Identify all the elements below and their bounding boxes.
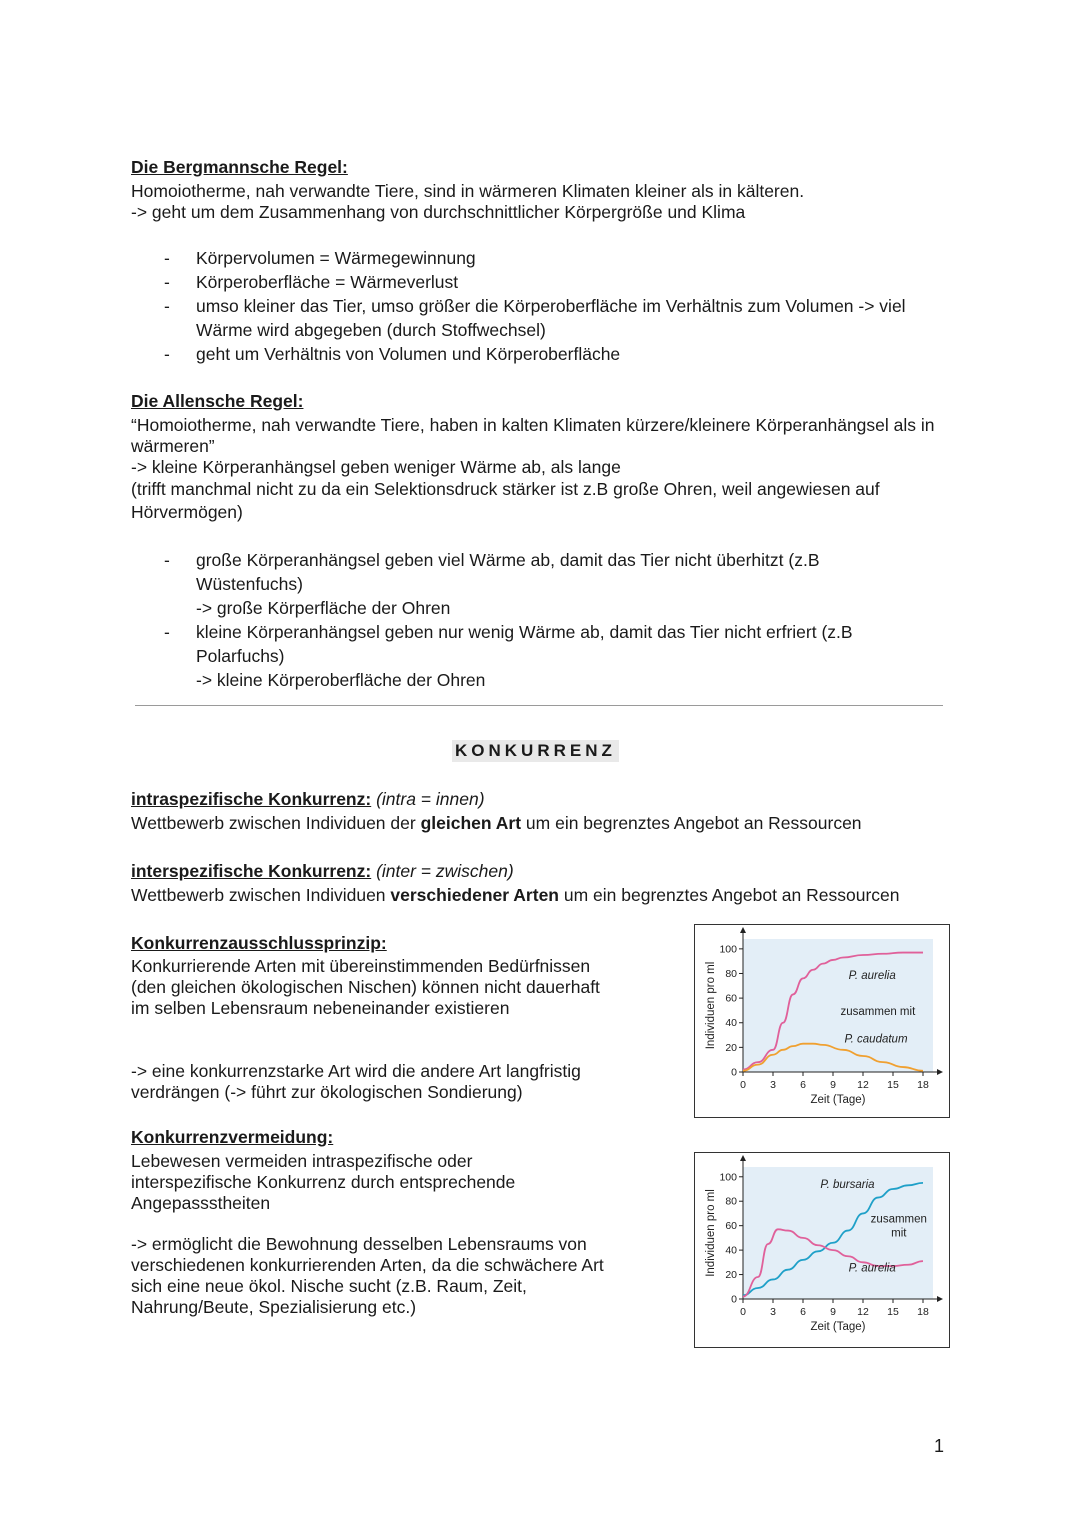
list-item-text: kleine Körperanhängsel geben nur wenig Wärme ab, damit das Tier nicht erfriert (z.B Polarfuchs) [196, 622, 853, 666]
x-tick-label: 12 [857, 1306, 869, 1318]
intra-text-post: um ein begrenztes Angebot an Ressourcen [521, 813, 862, 833]
allen-line-2: (trifft manchmal nicht zu da ein Selektionsdruck stärker ist z.B große Ohren, weil angewiesen auf Hörvermögen) [131, 479, 880, 522]
intra-note: (intra = innen) [376, 789, 485, 809]
y-tick-label: 40 [725, 1017, 737, 1030]
x-tick-label: 0 [740, 1079, 746, 1091]
chart-annotation: P. aurelia [848, 1262, 896, 1275]
list-item: - umso kleiner das Tier, umso größer die Körperoberfläche im Verhältnis zum Volumen -> viel Wärme wird abgegeben (durch Stoffwechsel) [131, 294, 946, 342]
x-tick-label: 18 [917, 1306, 929, 1318]
bergmann-line-1: Homoiotherme, nah verwandte Tiere, sind in wärmeren Klimaten kleiner als in kälteren. [131, 181, 805, 201]
y-axis-label: Individuen pro ml [705, 1189, 717, 1277]
chart-annotation: P. bursaria [820, 1179, 875, 1192]
list-item [131, 620, 901, 692]
allen-quote: “Homoiotherme, nah verwandte Tiere, haben in kalten Klimaten kürzere/kleinere Körperanhängsel als in wärmeren” [131, 415, 935, 456]
x-tick-label: 6 [800, 1306, 806, 1318]
x-axis-arrow [937, 1296, 943, 1302]
y-axis-arrow [740, 927, 746, 933]
y-tick-label: 80 [725, 967, 737, 980]
inter-text-bold: verschiedener Arten [390, 885, 559, 905]
inter-text-post: um ein begrenztes Angebot an Ressourcen [559, 885, 900, 905]
intra-text-pre: Wettbewerb zwischen Individuen der [131, 813, 421, 833]
x-tick-label: 0 [740, 1306, 746, 1318]
ausschluss-text: Konkurrierende Arten mit übereinstimmenden Bedürfnissen (den gleichen ökologischen Nischen) können nicht dauerhaft im selben Lebensraum nebeneinander existieren [131, 956, 600, 1018]
bergmann-line-2: -> geht um dem Zusammenhang von durchschnittlicher Körpergröße und Klima [131, 202, 746, 222]
chart-annotation: zusammen [870, 1213, 927, 1226]
chart-annotation: P. aurelia [848, 969, 896, 982]
intra-text-bold: gleichen Art [420, 813, 522, 833]
x-tick-label: 15 [887, 1306, 899, 1318]
y-axis-arrow [740, 1155, 746, 1161]
ausschluss-text-2: -> eine konkurrenzstarke Art wird die andere Art langfristig verdrängen (-> führt zur ökologischen Sondierung) [131, 1061, 581, 1102]
chart-svg [695, 1153, 949, 1347]
x-tick-label: 3 [770, 1306, 776, 1318]
allen-bullet-list [131, 548, 901, 692]
x-axis-label: Zeit (Tage) [810, 1094, 866, 1106]
list-item-subline: -> kleine Körperoberfläche der Ohren [196, 670, 486, 690]
y-axis-label: Individuen pro ml [705, 961, 717, 1050]
chart-svg [695, 925, 949, 1117]
inter-note: (inter = zwischen) [376, 861, 514, 881]
x-tick-label: 9 [830, 1079, 836, 1091]
section-title: KONKURRENZ [452, 740, 619, 762]
inter-text-pre: Wettbewerb zwischen Individuen [131, 885, 391, 905]
list-item: - geht um Verhältnis von Volumen und Körperoberfläche [131, 342, 946, 366]
x-tick-label: 18 [917, 1079, 929, 1091]
inter-heading-line [131, 861, 514, 882]
allen-heading: Die Allensche Regel: [131, 391, 304, 411]
list-item-subline: -> große Körperfläche der Ohren [196, 598, 451, 618]
intra-heading: intraspezifische Konkurrenz: [131, 789, 372, 809]
bergmann-bullet-list [131, 246, 946, 366]
y-tick-label: 20 [725, 1041, 737, 1054]
list-item: - Körperoberfläche = Wärmeverlust [131, 270, 946, 294]
y-tick-label: 60 [725, 1220, 737, 1233]
vermeidung-text: Lebewesen vermeiden intraspezifische oder interspezifische Konkurrenz durch entsprechende Angepassstheiten [131, 1151, 516, 1213]
ausschluss-heading: Konkurrenzausschlussprinzip: [131, 933, 387, 953]
y-tick-label: 80 [725, 1195, 737, 1208]
x-tick-label: 15 [887, 1079, 899, 1091]
list-item-text: große Körperanhängsel geben viel Wärme ab, damit das Tier nicht überhitzt (z.B Wüstenfuchs) [196, 550, 820, 594]
y-tick-label: 100 [719, 1171, 737, 1184]
intra-heading-line [131, 789, 485, 810]
list-item: - Körpervolumen = Wärmegewinnung [131, 246, 946, 270]
chart-bursaria-aurelia [694, 1152, 950, 1348]
y-tick-label: 20 [725, 1269, 737, 1282]
y-tick-label: 0 [731, 1293, 737, 1306]
vermeidung-text-2: -> ermöglicht die Bewohnung desselben Lebensraums von verschiedenen konkurrierenden Arten, da die schwächere Art sich eine neue ökol. Nische sucht (z.B. Raum, Zeit, Nahrung/Beute, Spezialisierung etc.) [131, 1234, 604, 1317]
allen-line-1: -> kleine Körperanhängsel geben weniger Wärme ab, als lange [131, 457, 621, 477]
y-tick-label: 100 [719, 943, 737, 956]
inter-definition [131, 885, 900, 906]
x-tick-label: 3 [770, 1079, 776, 1091]
y-tick-label: 0 [731, 1066, 737, 1079]
chart-aurelia-caudatum [694, 924, 950, 1118]
bergmann-heading: Die Bergmannsche Regel: [131, 157, 348, 177]
x-axis-label: Zeit (Tage) [810, 1321, 866, 1333]
x-tick-label: 6 [800, 1079, 806, 1091]
chart-annotation: zusammen mit [840, 1005, 916, 1018]
x-tick-label: 9 [830, 1306, 836, 1318]
inter-heading: interspezifische Konkurrenz: [131, 861, 372, 881]
section-divider [135, 705, 943, 706]
chart-annotation: mit [891, 1227, 907, 1240]
page-number: 1 [934, 1436, 945, 1456]
list-item [131, 548, 901, 620]
intra-definition [131, 813, 862, 834]
chart-annotation: P. caudatum [844, 1033, 908, 1046]
x-axis-arrow [937, 1069, 943, 1075]
vermeidung-heading: Konkurrenzvermeidung: [131, 1127, 334, 1147]
y-tick-label: 40 [725, 1244, 737, 1257]
y-tick-label: 60 [725, 992, 737, 1005]
x-tick-label: 12 [857, 1079, 869, 1091]
